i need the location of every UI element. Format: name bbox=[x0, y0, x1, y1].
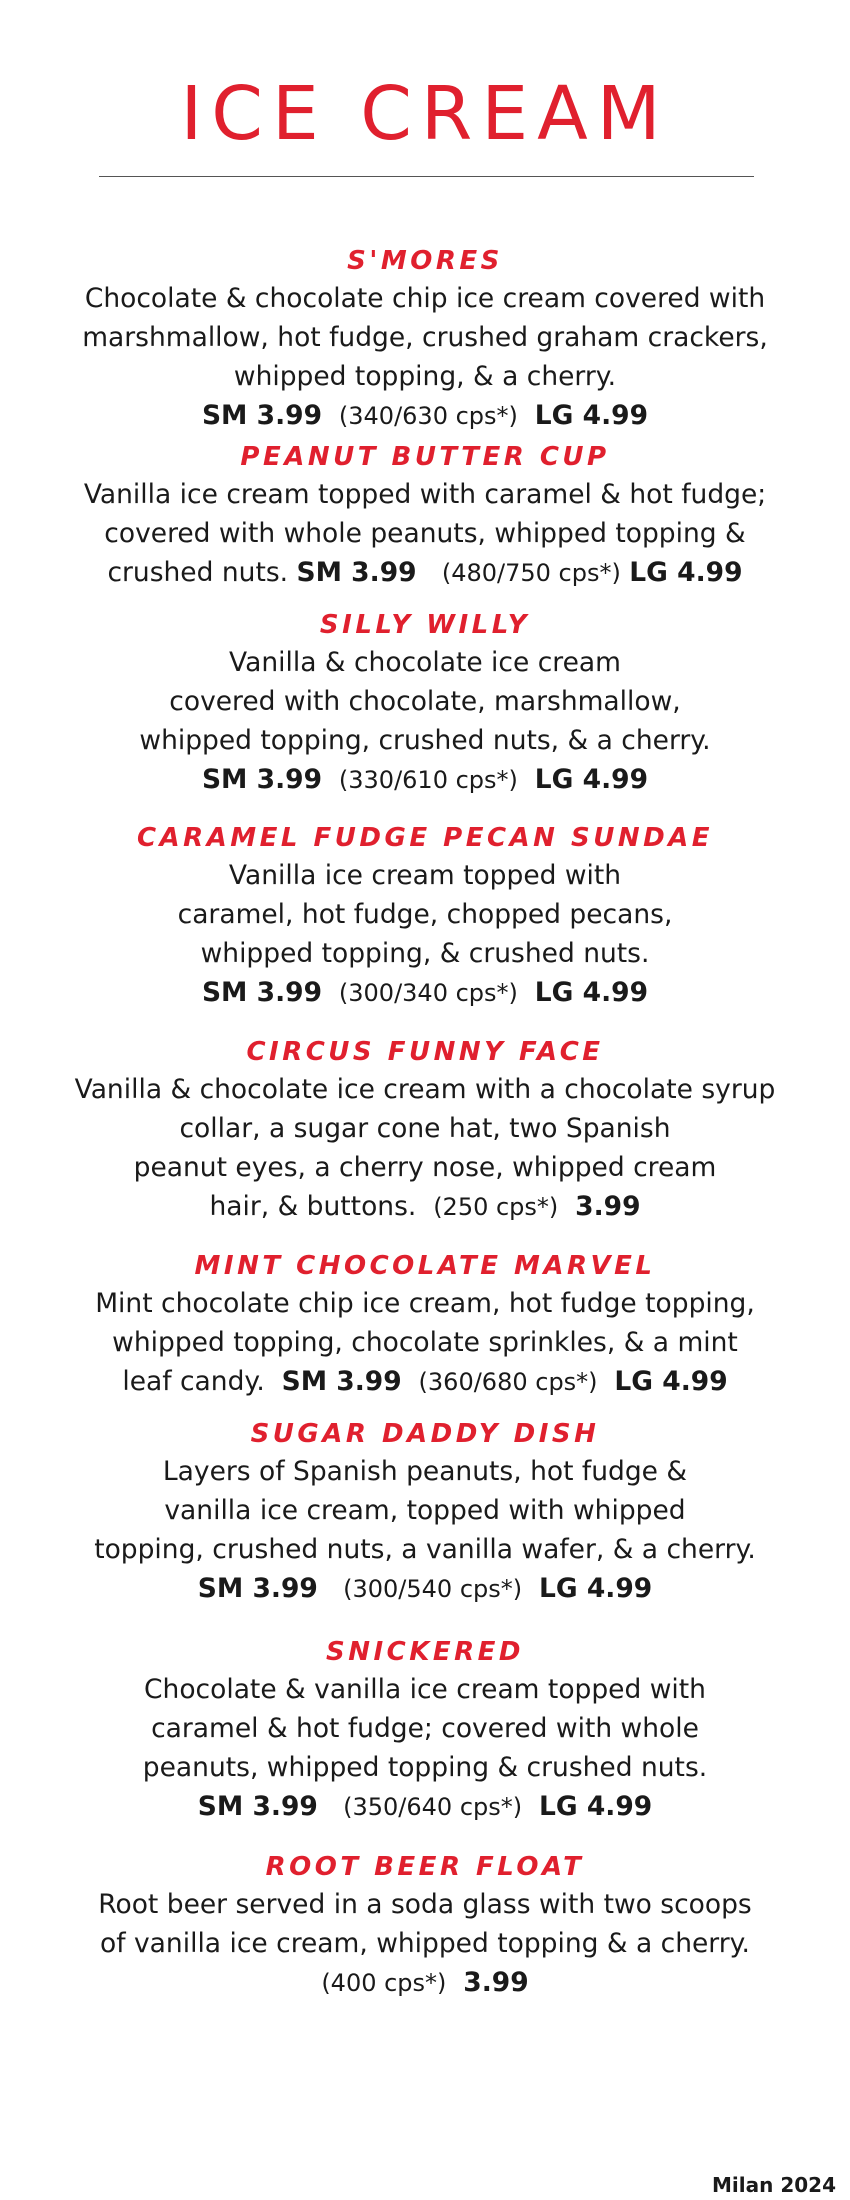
item-description-line: Vanilla & chocolate ice cream with a chocolate syrup bbox=[74, 1074, 776, 1105]
item-price-line bbox=[40, 396, 810, 436]
menu-item-silly-willy bbox=[40, 609, 810, 800]
calories: (400 cps*) bbox=[321, 1969, 447, 1997]
large-price: LG 4.99 bbox=[538, 1573, 653, 1604]
menu-item-caramel-fudge-pecan-sundae bbox=[40, 822, 810, 1013]
small-price: SM 3.99 bbox=[197, 1791, 318, 1822]
item-name: SILLY WILLY bbox=[319, 610, 531, 640]
item-description-line: Vanilla ice cream topped with caramel & hot fudge; bbox=[83, 479, 767, 510]
item-price-line bbox=[40, 1787, 810, 1827]
item-name: CARAMEL FUDGE PECAN SUNDAE bbox=[136, 823, 714, 853]
item-description-line: Layers of Spanish peanuts, hot fudge & bbox=[162, 1456, 688, 1487]
item-description-line: of vanilla ice cream, whipped topping & a cherry. bbox=[100, 1928, 750, 1959]
item-description-line: Vanilla & chocolate ice cream bbox=[229, 647, 621, 678]
small-price: SM 3.99 bbox=[197, 1573, 318, 1604]
calories: (480/750 cps*) bbox=[441, 559, 621, 587]
large-price: LG 4.99 bbox=[614, 1366, 728, 1397]
item-description-tail: leaf candy. bbox=[122, 1366, 265, 1397]
menu-item-peanut-butter-cup bbox=[40, 441, 810, 593]
small-price: SM 3.99 bbox=[296, 557, 417, 588]
item-description-line bbox=[40, 1362, 810, 1402]
footer-label: Milan 2024 bbox=[712, 2173, 836, 2197]
calories: (300/540 cps*) bbox=[343, 1575, 523, 1603]
item-name: SNICKERED bbox=[325, 1637, 524, 1667]
menu-item-root-beer-float bbox=[40, 1851, 810, 2003]
small-price: SM 3.99 bbox=[201, 764, 323, 795]
price: 3.99 bbox=[463, 1967, 529, 1998]
menu-item-circus-funny-face bbox=[40, 1036, 810, 1227]
item-description-line: caramel & hot fudge; covered with whole bbox=[151, 1713, 699, 1744]
large-price: LG 4.99 bbox=[534, 764, 649, 795]
item-description-line: covered with whole peanuts, whipped topping & bbox=[104, 518, 746, 549]
item-description-line: caramel, hot fudge, chopped pecans, bbox=[177, 899, 673, 930]
item-name: ROOT BEER FLOAT bbox=[265, 1852, 585, 1882]
item-price-line bbox=[40, 1569, 810, 1609]
item-name: CIRCUS FUNNY FACE bbox=[246, 1037, 604, 1067]
item-description-line bbox=[40, 1187, 810, 1227]
price: 3.99 bbox=[575, 1191, 641, 1222]
calories: (250 cps*) bbox=[433, 1193, 559, 1221]
item-name: PEANUT BUTTER CUP bbox=[240, 442, 610, 472]
item-description-line: whipped topping, & a cherry. bbox=[233, 361, 617, 392]
calories: (300/340 cps*) bbox=[338, 979, 518, 1007]
item-description-line: collar, a sugar cone hat, two Spanish bbox=[179, 1113, 671, 1144]
item-description-line: marshmallow, hot fudge, crushed graham crackers, bbox=[82, 322, 768, 353]
calories: (340/630 cps*) bbox=[338, 402, 518, 430]
page-title: ICE CREAM bbox=[180, 71, 670, 157]
item-description-line: peanut eyes, a cherry nose, whipped cream bbox=[133, 1152, 717, 1183]
item-price-line bbox=[40, 973, 810, 1013]
title-divider bbox=[99, 176, 754, 177]
calories: (360/680 cps*) bbox=[418, 1368, 598, 1396]
small-price: SM 3.99 bbox=[201, 977, 323, 1008]
item-description-line: Vanilla ice cream topped with bbox=[228, 860, 622, 891]
large-price: LG 4.99 bbox=[629, 557, 743, 588]
item-description-line: Chocolate & vanilla ice cream topped with bbox=[144, 1674, 706, 1705]
item-description-line: whipped topping, chocolate sprinkles, & a mint bbox=[112, 1327, 738, 1358]
item-description-tail: hair, & buttons. bbox=[209, 1191, 417, 1222]
item-description-tail: crushed nuts. bbox=[107, 557, 289, 588]
item-description-line: vanilla ice cream, topped with whipped bbox=[164, 1495, 686, 1526]
item-description-line: whipped topping, & crushed nuts. bbox=[200, 938, 650, 969]
menu-item-snickered bbox=[40, 1636, 810, 1827]
large-price: LG 4.99 bbox=[534, 400, 649, 431]
item-description-line: whipped topping, crushed nuts, & a cherry. bbox=[139, 725, 711, 756]
item-price-line bbox=[40, 760, 810, 800]
large-price: LG 4.99 bbox=[538, 1791, 653, 1822]
item-description-line: peanuts, whipped topping & crushed nuts. bbox=[142, 1752, 708, 1783]
small-price: SM 3.99 bbox=[201, 400, 323, 431]
item-description-line bbox=[40, 553, 810, 593]
item-name: SUGAR DADDY DISH bbox=[250, 1419, 600, 1449]
item-description-line: Mint chocolate chip ice cream, hot fudge topping, bbox=[95, 1288, 755, 1319]
menu-item-sugar-daddy-dish bbox=[40, 1418, 810, 1609]
calories: (330/610 cps*) bbox=[338, 766, 518, 794]
menu-item-mint-chocolate-marvel bbox=[40, 1250, 810, 1402]
item-name: MINT CHOCOLATE MARVEL bbox=[194, 1251, 656, 1281]
small-price: SM 3.99 bbox=[281, 1366, 402, 1397]
item-description-line: Chocolate & chocolate chip ice cream covered with bbox=[84, 283, 766, 314]
menu-item-smores bbox=[40, 245, 810, 436]
large-price: LG 4.99 bbox=[534, 977, 649, 1008]
item-name: S'MORES bbox=[347, 246, 503, 276]
item-price-line bbox=[40, 1963, 810, 2003]
item-description-line: topping, crushed nuts, a vanilla wafer, & a cherry. bbox=[94, 1534, 756, 1565]
item-description-line: covered with chocolate, marshmallow, bbox=[169, 686, 681, 717]
calories: (350/640 cps*) bbox=[343, 1793, 523, 1821]
item-description-line: Root beer served in a soda glass with two scoops bbox=[98, 1889, 752, 1920]
